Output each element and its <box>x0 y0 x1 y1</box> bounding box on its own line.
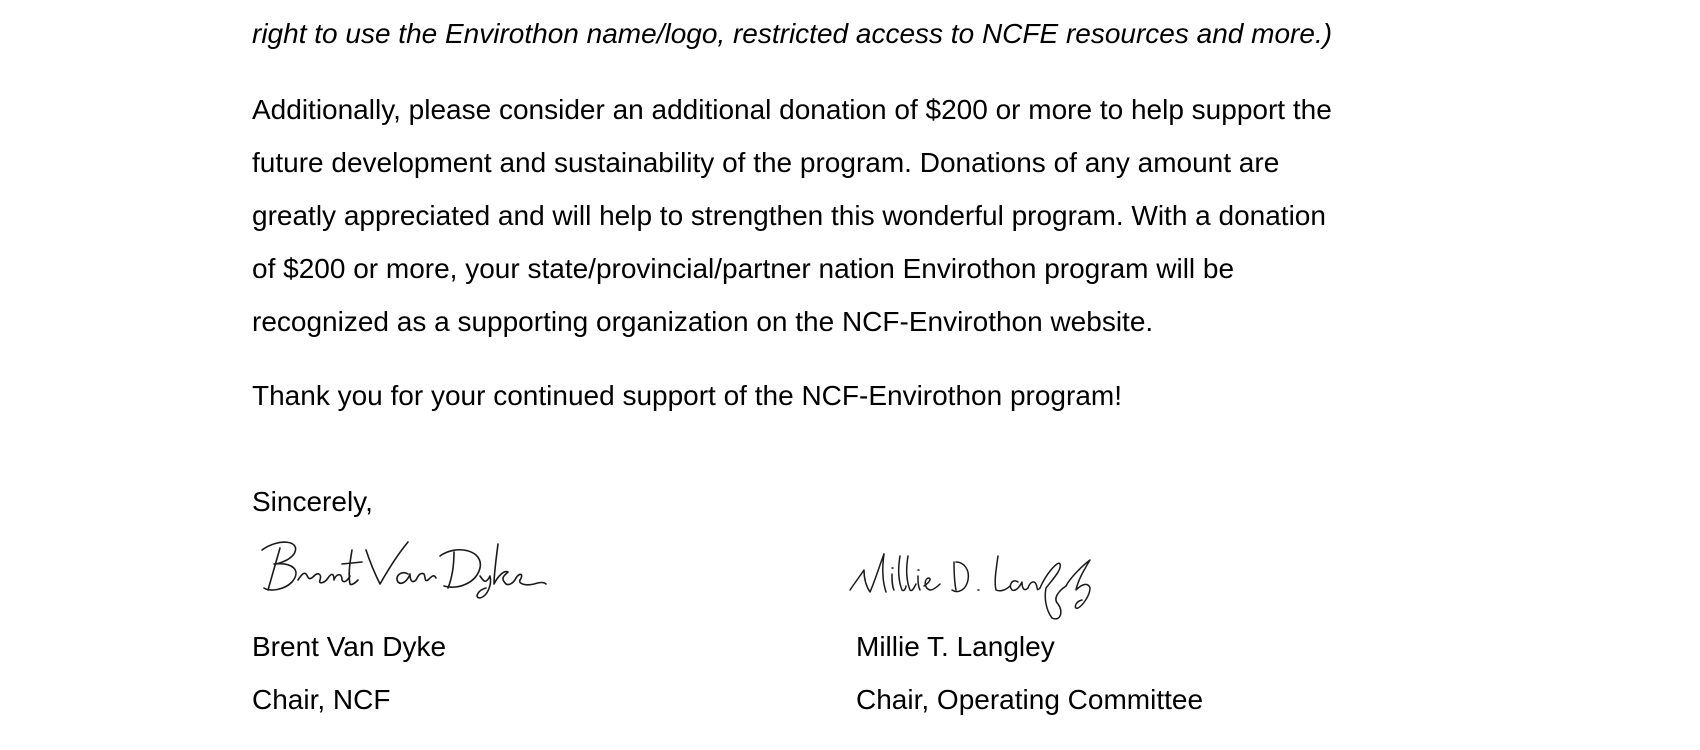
closing-salutation: Sincerely, <box>252 486 373 517</box>
signer-title: Chair, NCF <box>252 684 391 715</box>
intro-italic-line: right to use the Envirothon name/logo, restricted access to NCFE resources and more.) <box>252 18 1333 49</box>
paragraph-line: recognized as a supporting organization on the NCF-Envirothon website. <box>252 306 1154 337</box>
signature-millie-t-langley <box>846 540 1106 625</box>
paragraph-line: Additionally, please consider an additional donation of $200 or more to help support the <box>252 94 1332 125</box>
donation-paragraph <box>252 83 1502 348</box>
paragraph-line: of $200 or more, your state/provincial/partner nation Envirothon program will be <box>252 253 1235 284</box>
thank-you-line: Thank you for your continued support of the NCF-Envirothon program! <box>252 380 1122 411</box>
paragraph-line: future development and sustainability of the program. Donations of any amount are <box>252 147 1280 178</box>
signature-brent-van-dyke <box>258 530 548 600</box>
signer-name: Millie T. Langley <box>856 631 1055 662</box>
signer-name: Brent Van Dyke <box>252 631 447 662</box>
signer-title: Chair, Operating Committee <box>856 684 1204 715</box>
paragraph-line: greatly appreciated and will help to strengthen this wonderful program. With a donation <box>252 200 1326 231</box>
